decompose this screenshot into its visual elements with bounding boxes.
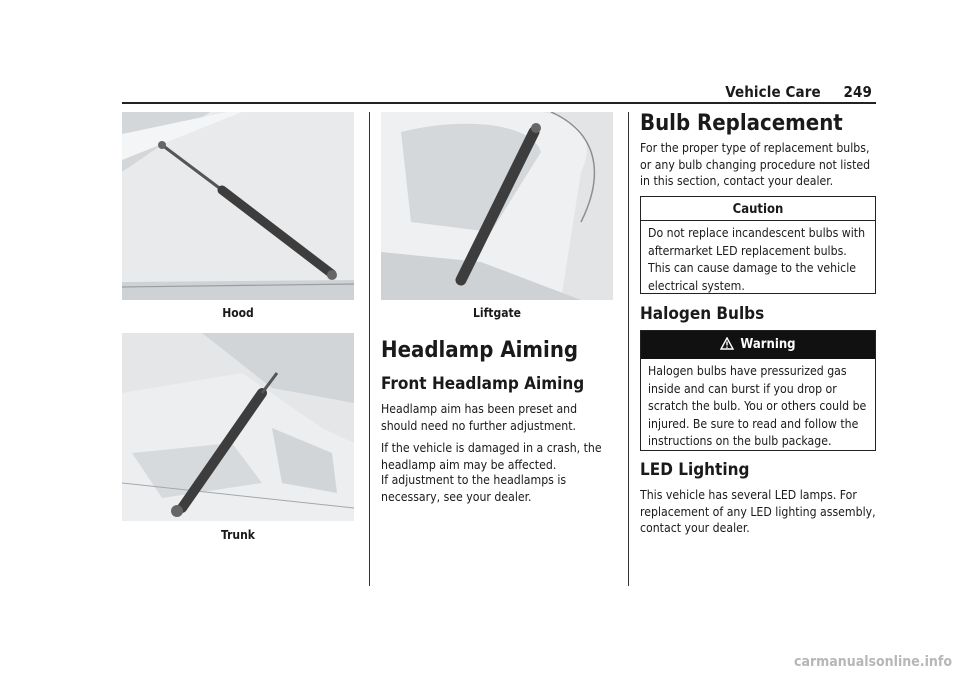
headlamp-aiming-heading: Headlamp Aiming — [381, 338, 579, 363]
halogen-bulbs-heading: Halogen Bulbs — [640, 304, 765, 324]
liftgate-illustration — [381, 112, 613, 300]
bulb-intro-paragraph: For the proper type of replacement bulbs, or any bulb changing procedure not listed in this section, contact your dealer. — [640, 141, 871, 188]
headlamp-paragraph-3: If adjustment to the headlamps is necessary, see your dealer. — [381, 473, 567, 504]
caution-box — [640, 196, 876, 294]
caution-title: Caution — [641, 197, 875, 221]
page-number: 249 — [843, 83, 872, 101]
hood-illustration — [122, 112, 354, 300]
section-title: Vehicle Care — [725, 83, 821, 101]
headlamp-paragraph-1: Headlamp aim has been preset and should need no further adjustment. — [381, 402, 578, 433]
led-lighting-heading: LED Lighting — [640, 460, 750, 480]
headlamp-paragraph-2: If the vehicle is damaged in a crash, the headlamp aim may be affected. — [381, 441, 602, 472]
warning-title: Warning — [740, 337, 796, 352]
watermark-text: carmanualsonline.info — [793, 654, 952, 670]
caution-text: Do not replace incandescent bulbs with aftermarket LED replacement bulbs. This can cause damage to the vehicle electrical system. — [648, 226, 866, 293]
column-divider-2 — [628, 112, 629, 586]
column-divider-1 — [369, 112, 370, 586]
warning-triangle-icon — [720, 337, 734, 354]
trunk-illustration — [122, 333, 354, 521]
warning-title-bar — [641, 331, 875, 359]
warning-box — [640, 330, 876, 451]
front-headlamp-aiming-heading: Front Headlamp Aiming — [381, 374, 585, 394]
warning-text: Halogen bulbs have pressurized gas inside and can burst if you drop or scratch the bulb. You or others could be injured. Be sure to read and follow the instructions on the bulb package. — [648, 364, 867, 448]
header-rule — [122, 102, 876, 104]
liftgate-caption: Liftgate — [473, 306, 521, 320]
running-header — [725, 83, 872, 101]
led-paragraph: This vehicle has several LED lamps. For replacement of any LED lighting assembly, contact your dealer. — [640, 488, 876, 535]
bulb-replacement-heading: Bulb Replacement — [640, 111, 843, 136]
trunk-caption: Trunk — [221, 528, 255, 542]
hood-caption: Hood — [222, 306, 254, 320]
